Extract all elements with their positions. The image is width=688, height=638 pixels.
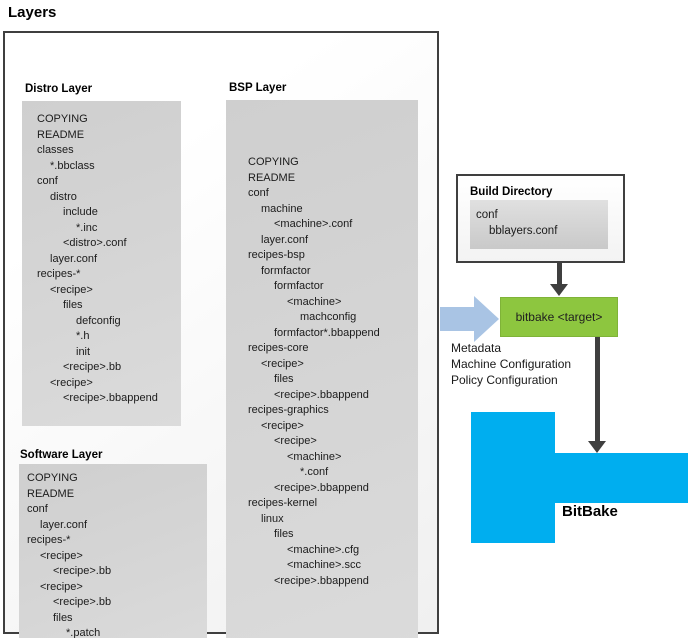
- tree-item: <machine>.scc: [287, 559, 361, 571]
- tree-item: <recipe>.bb: [53, 565, 112, 577]
- bitbake-label: BitBake: [562, 503, 618, 520]
- software-layer-tree: [19, 464, 207, 638]
- tree-item: conf: [27, 503, 48, 515]
- tree-item: recipes-kernel: [248, 497, 318, 509]
- tree-item: README: [37, 128, 85, 141]
- tree-item: <recipe>: [274, 435, 317, 447]
- flow-arrow-right-head-icon: [474, 296, 499, 342]
- tree-item: <recipe>.bbappend: [274, 574, 369, 587]
- tree-item: formfactor: [261, 264, 311, 277]
- tree-item: <recipe>.bb: [53, 596, 112, 608]
- tree-item: <recipe>.bbappend: [274, 481, 369, 494]
- tree-item: *.inc: [76, 221, 98, 234]
- tree-item: Machine Configuration: [451, 357, 572, 371]
- tree-item: layer.conf: [40, 518, 88, 531]
- tree-item: recipes-graphics: [248, 404, 329, 416]
- tree-item: linux: [261, 512, 284, 525]
- tree-item: layer.conf: [261, 233, 309, 246]
- tree-item: *.patch: [66, 627, 101, 638]
- tree-item: defconfig: [76, 314, 121, 327]
- tree-item: README: [248, 171, 296, 184]
- tree-item: Policy Configuration: [451, 373, 558, 387]
- arrow-down-head-icon: [588, 441, 606, 453]
- tree-item: COPYING: [37, 113, 88, 125]
- tree-item: <recipe>: [50, 283, 93, 296]
- software-layer-label: Software Layer: [20, 449, 103, 461]
- tree-item: machine: [261, 202, 303, 215]
- distro-layer-label: Distro Layer: [25, 83, 93, 95]
- tree-item: <recipe>: [261, 419, 304, 432]
- build-directory-label: Build Directory: [470, 186, 553, 198]
- tree-item: <machine>: [287, 450, 342, 463]
- build-directory-tree: [470, 200, 608, 249]
- arrow-down-icon: [557, 263, 562, 285]
- arrow-down-icon: [595, 337, 600, 442]
- tree-item: distro: [50, 190, 77, 203]
- distro-layer-tree: [22, 101, 181, 426]
- tree-item: conf: [248, 187, 269, 199]
- tree-item: *.bbclass: [50, 159, 95, 172]
- tree-item: <recipe>.bbappend: [274, 388, 369, 401]
- tree-item: <machine>: [287, 295, 342, 308]
- tree-item: recipes-*: [27, 534, 71, 546]
- bitbake-shape-horizontal: [555, 453, 688, 503]
- tree-item: files: [274, 373, 294, 385]
- tree-item: COPYING: [248, 156, 299, 168]
- tree-item: recipes-bsp: [248, 249, 305, 261]
- tree-item: init: [76, 345, 91, 358]
- tree-item: files: [274, 528, 294, 540]
- tree-item: <recipe>: [50, 376, 93, 389]
- flow-arrow-right-icon: [440, 307, 474, 331]
- flow-annotations: [451, 340, 571, 388]
- tree-item: recipes-core: [248, 342, 309, 354]
- tree-item: bblayers.conf: [489, 225, 558, 237]
- bsp-layer-tree: [226, 100, 418, 638]
- tree-item: <machine>.conf: [274, 218, 353, 230]
- tree-item: README: [27, 487, 75, 500]
- tree-item: Metadata: [451, 341, 502, 355]
- build-directory-box: [456, 174, 625, 263]
- tree-item: files: [63, 299, 83, 311]
- tree-item: <recipe>.bbappend: [63, 392, 158, 404]
- tree-item: formfactor: [274, 280, 324, 292]
- tree-item: <distro>.conf: [63, 237, 127, 249]
- tree-item: conf: [476, 209, 498, 221]
- page-title: Layers: [8, 4, 57, 21]
- tree-item: formfactor*.bbappend: [274, 326, 380, 339]
- tree-item: *.h: [76, 330, 90, 342]
- tree-item: *.conf: [300, 466, 329, 478]
- tree-item: recipes-*: [37, 268, 81, 280]
- tree-item: include: [63, 206, 98, 218]
- tree-item: machconfig: [300, 311, 357, 323]
- tree-item: <recipe>.bb: [63, 361, 122, 373]
- tree-item: classes: [37, 144, 74, 156]
- bitbake-shape-vertical: [471, 412, 555, 543]
- tree-item: files: [53, 611, 73, 624]
- tree-item: COPYING: [27, 472, 78, 484]
- tree-item: <recipe>: [40, 549, 83, 562]
- tree-item: layer.conf: [50, 252, 98, 265]
- layers-panel: [3, 31, 439, 638]
- tree-item: conf: [37, 175, 58, 187]
- arrow-down-head-icon: [550, 284, 568, 296]
- bsp-layer-label: BSP Layer: [229, 82, 287, 94]
- bitbake-target-box: bitbake <target>: [500, 297, 618, 337]
- tree-item: <machine>.cfg: [287, 543, 360, 556]
- tree-item: <recipe>: [40, 580, 83, 593]
- tree-item: <recipe>: [261, 357, 304, 370]
